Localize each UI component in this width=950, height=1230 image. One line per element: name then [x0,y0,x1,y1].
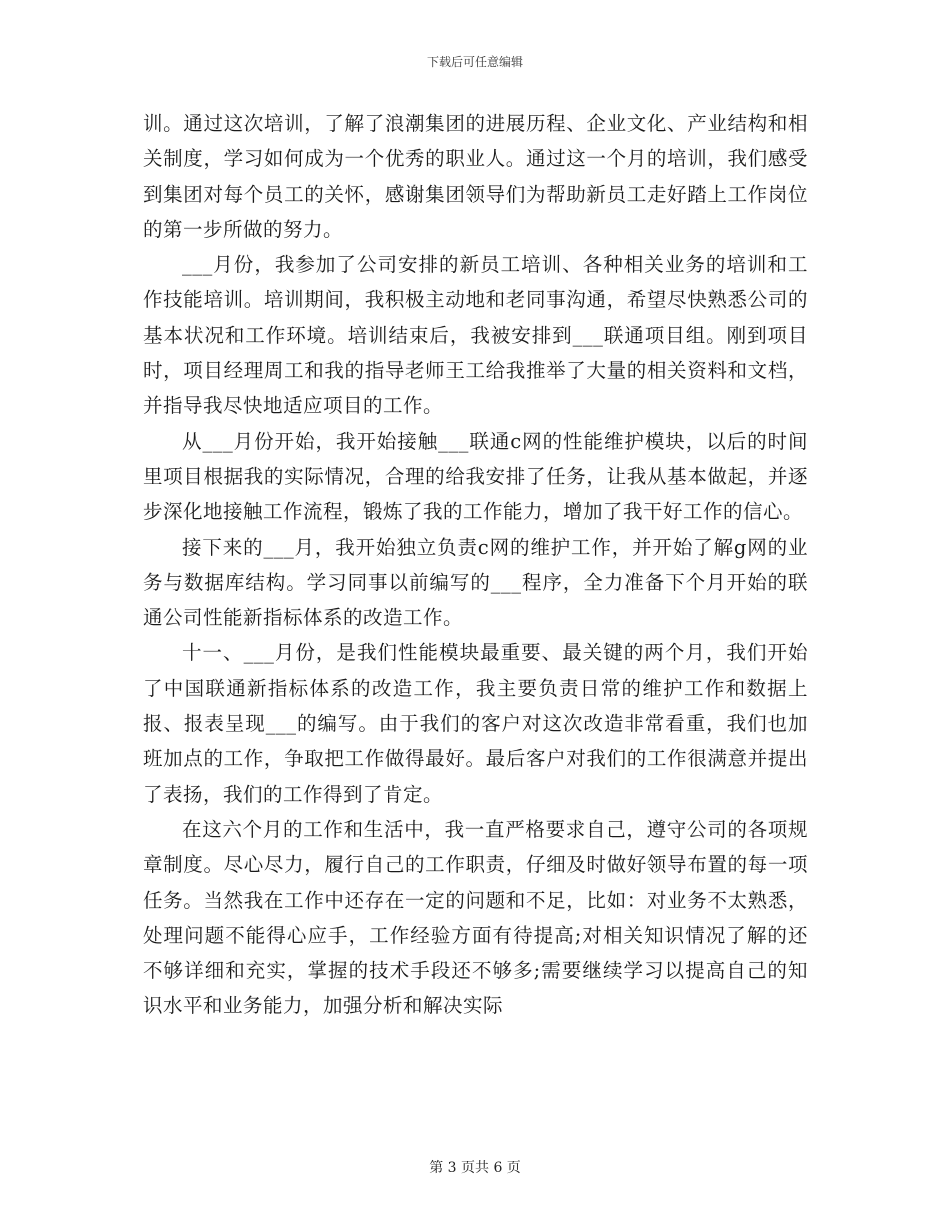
paragraph-3: 从___月份开始，我开始接触___联通c网的性能维护模块，以后的时间里项目根据我的实际情况，合理的给我安排了任务，让我从基本做起，并逐步深化地接触工作流程，锻炼了我的工作能力，增加了我干好工作的信心。 [143,429,808,524]
paragraph-6: 在这六个月的工作和生活中，我一直严格要求自己，遵守公司的各项规章制度。尽心尽力，履行自己的工作职责，仔细及时做好领导布置的每一项任务。当然我在工作中还存在一定的问题和不足，比如：对业务不太熟悉，处理问题不能得心应手，工作经验方面有待提高;对相关知识情况了解的还不够详细和充实，掌握的技术手段还不够多;需要继续学习以提高自己的知识水平和业务能力，加强分析和解决实际 [143,817,808,1018]
paragraph-2: ___月份，我参加了公司安排的新员工培训、各种相关业务的培训和工作技能培训。培训期间，我积极主动地和老同事沟通，希望尽快熟悉公司的基本状况和工作环境。培训结束后，我被安排到___联通项目组。刚到项目时，项目经理周工和我的指导老师王工给我推举了大量的相关资料和文档，并指导我尽快地适应项目的工作。 [143,253,808,418]
document-body [143,106,808,1024]
paragraph-5: 十一、___月份，是我们性能模块最重要、最关键的两个月，我们开始了中国联通新指标体系的改造工作，我主要负责日常的维护工作和数据上报、报表呈现___的编写。由于我们的客户对这次改造非常看重，我们也加班加点的工作，争取把工作做得最好。最后客户对我们的工作很满意并提出了表扬，我们的工作得到了肯定。 [143,641,808,806]
page-number-footer: 第 3 页共 6 页 [429,1160,521,1176]
paragraph-4: 接下来的___月，我开始独立负责c网的维护工作，并开始了解g网的业务与数据库结构。学习同事以前编写的___程序，全力准备下个月开始的联通公司性能新指标体系的改造工作。 [143,535,808,630]
paragraph-1: 训。通过这次培训，了解了浪潮集团的进展历程、企业文化、产业结构和相关制度，学习如何成为一个优秀的职业人。通过这一个月的培训，我们感受到集团对每个员工的关怀，感谢集团领导们为帮助新员工走好踏上工作岗位的第一步所做的努力。 [143,112,808,241]
page-header-note: 下载后可任意编辑 [426,55,523,69]
